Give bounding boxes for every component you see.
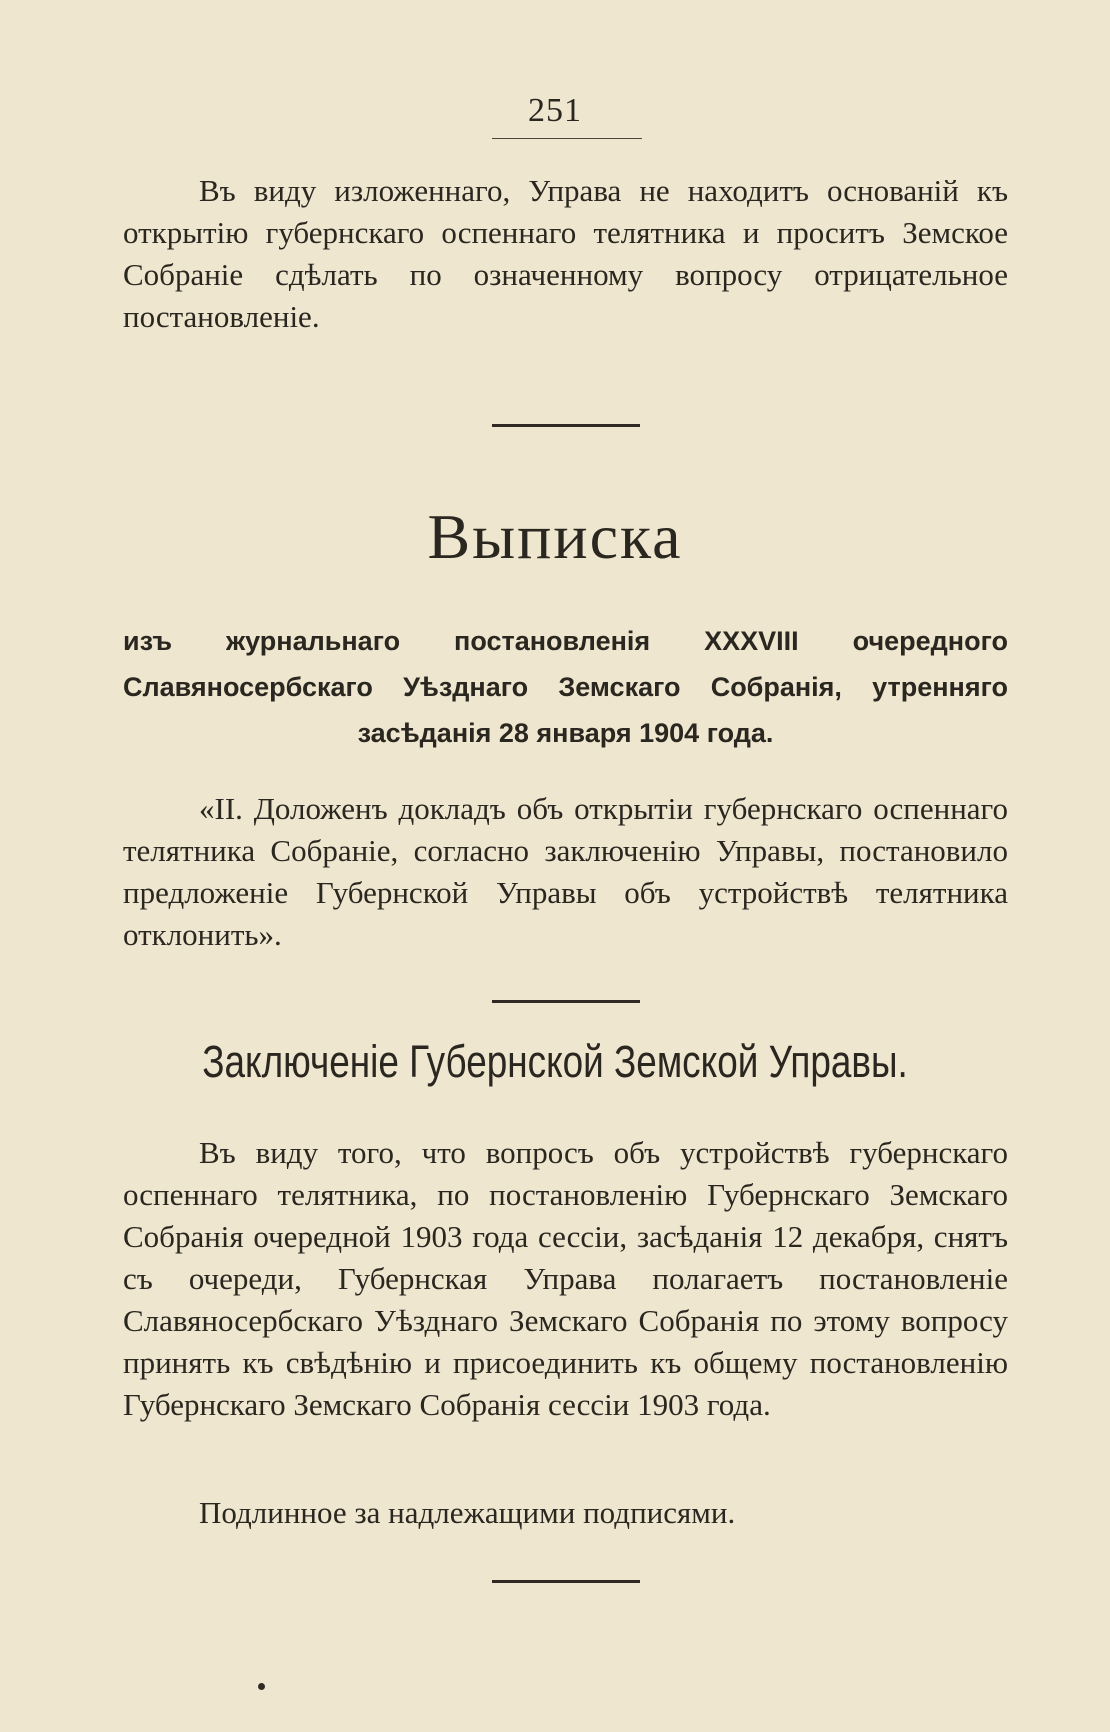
section-divider-1 (492, 424, 640, 427)
paragraph-2: «II. Доложенъ докладъ объ открытіи губернскаго оспеннаго телятника Собраніе, согласно заключенію Управы, постановило предложеніе Губернской Управы объ устройствѣ телятника отклонить». (123, 791, 1008, 952)
paragraph-3: Въ виду того, что вопросъ объ устройствѣ губернскаго оспеннаго телятника, по постановленію Губернскаго Земскаго Собранія очередной 1903 года сессіи, засѣданія 12 декабря, снятъ съ очереди, Губернская Управа полагаетъ постановленіе Славяносербскаго Уѣзднаго Земскаго Собранія по этому вопросу принять къ свѣдѣнію и присоединить къ общему постановленію Губернскаго Земскаго Собранія сессіи 1903 года. (123, 1135, 1008, 1422)
print-dot (258, 1683, 265, 1690)
heading-conclusion: Заключеніе Губернской Земской Управы. (202, 1036, 908, 1087)
page-number: 251 (528, 92, 582, 129)
paragraph-4: Подлинное за надлежащими подписями. (199, 1495, 736, 1530)
paragraph-1: Въ виду изложеннаго, Управа не находитъ основаній къ открытію губернскаго оспеннаго телятника и проситъ Земское Собраніе сдѣлать по означенному вопросу отрицательное постановленіе. (123, 173, 1008, 334)
page-number-rule (492, 138, 642, 139)
section-divider-2 (492, 1000, 640, 1003)
heading-extract: Выписка (427, 501, 683, 572)
section-divider-3 (492, 1580, 640, 1583)
extract-subheading: изъ журнальнаго постановленія XXXVIII очередного Славяносербскаго Уѣзднаго Земскаго Собранія, утренняго засѣданія 28 января 1904 года. (123, 626, 1008, 748)
